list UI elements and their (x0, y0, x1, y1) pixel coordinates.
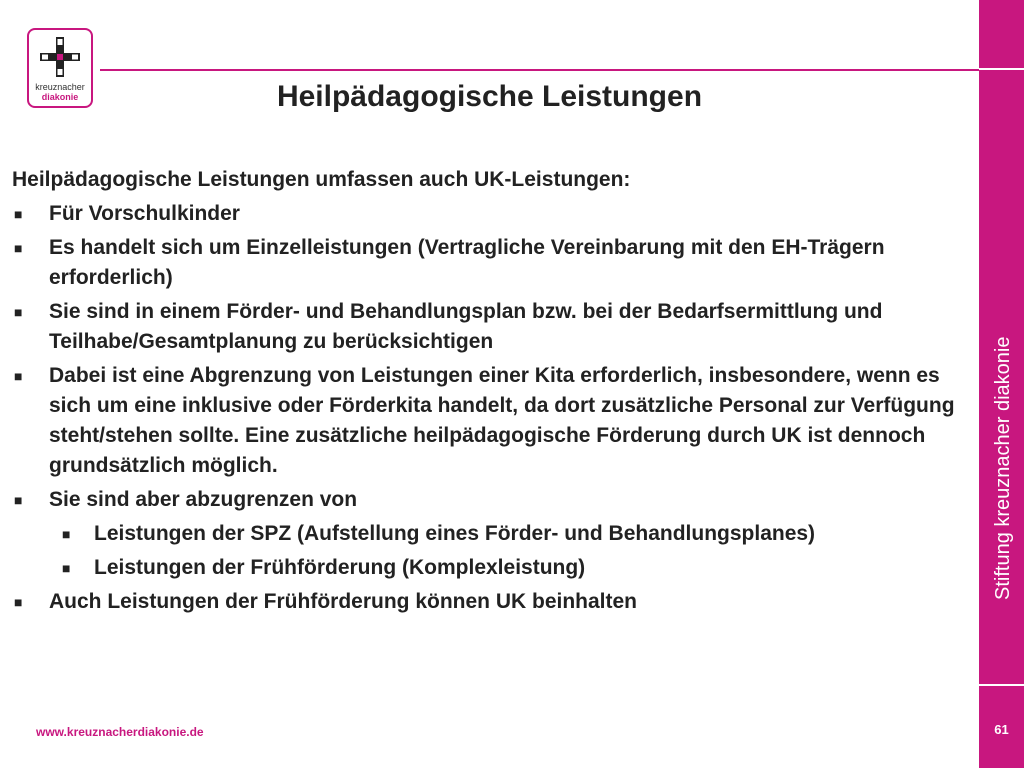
side-divider (979, 68, 1024, 70)
list-item-text: Auch Leistungen der Frühförderung können UK beinhalten (49, 590, 638, 613)
list-item (12, 485, 967, 515)
list-item-text: Es handelt sich um Einzelleistungen (Vertragliche Vereinbarung mit den EH-Trägern erforderlich) (49, 236, 885, 289)
slide-body (12, 165, 967, 621)
side-vertical-text: Stiftung kreuznacher diakonie (992, 336, 1014, 600)
list-item-text: Leistungen der Frühförderung (Komplexleistung) (94, 556, 586, 579)
square-bullet-icon: ■ (14, 304, 23, 320)
list-item-text: Für Vorschulkinder (49, 202, 240, 225)
square-bullet-icon: ■ (62, 560, 71, 576)
logo-text: diakonie (41, 92, 79, 102)
list-item (12, 587, 967, 617)
header-rule (100, 69, 979, 71)
square-bullet-icon: ■ (62, 526, 71, 542)
square-bullet-icon: ■ (14, 368, 23, 384)
cross-logo-icon (40, 37, 80, 77)
slide-title: Heilpädagogische Leistungen (276, 80, 703, 113)
list-item-text: Leistungen der SPZ (Aufstellung eines Förder- und Behandlungsplanes) (94, 522, 816, 545)
square-bullet-icon: ■ (14, 240, 23, 256)
footer-link[interactable]: www.kreuznacherdiakonie.de (36, 725, 204, 739)
square-bullet-icon: ■ (14, 492, 23, 508)
sub-list-item (12, 519, 967, 549)
list-item-text: Sie sind aber abzugrenzen von (49, 488, 358, 511)
intro-text: Heilpädagogische Leistungen umfassen auch UK-Leistungen: (12, 168, 631, 191)
list-item-text: Sie sind in einem Förder- und Behandlungsplan bzw. bei der Bedarfsermittlung und Teilhabe/Gesamtplanung zu berücksichtigen (49, 300, 883, 353)
list-item-text: Dabei ist eine Abgrenzung von Leistungen einer Kita erforderlich, insbesondere, wenn es sich um eine inklusive oder Förderkita handelt, da dort zusätzliche Personal zur Verfügung steht/stehen sollte. Eine zusätzliche heilpädagogische Förderung durch UK ist dennoch grundsätzlich möglich. (49, 364, 955, 477)
page-number: 61 (994, 722, 1009, 737)
sub-list-item (12, 553, 967, 583)
bullet-list (12, 199, 967, 617)
square-bullet-icon: ■ (14, 206, 23, 222)
square-bullet-icon: ■ (14, 594, 23, 610)
list-item (12, 233, 967, 293)
list-item (12, 297, 967, 357)
list-item (12, 361, 967, 481)
side-divider (979, 684, 1024, 686)
list-item (12, 199, 967, 229)
logo-text: kreuznacher (35, 82, 85, 92)
